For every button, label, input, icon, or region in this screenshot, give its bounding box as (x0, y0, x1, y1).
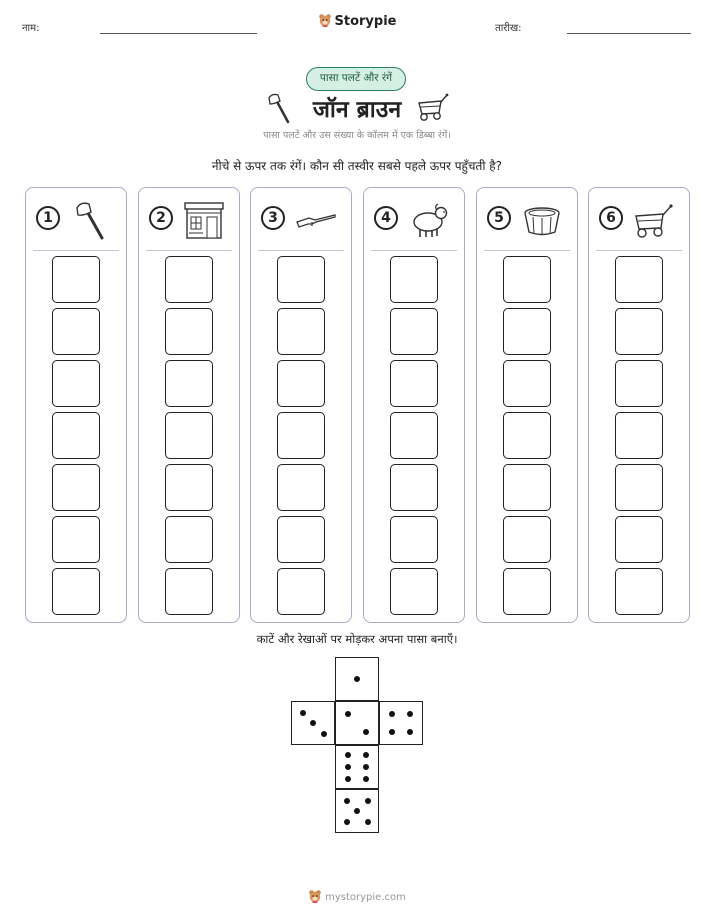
column-divider (146, 250, 232, 251)
column-number: 2 (149, 206, 173, 230)
color-box[interactable] (165, 412, 213, 459)
die-pip (363, 729, 369, 735)
die-pip (310, 720, 316, 726)
color-box[interactable] (165, 308, 213, 355)
color-box[interactable] (165, 360, 213, 407)
color-box[interactable] (52, 256, 100, 303)
die-pip (389, 711, 395, 717)
die-pip (407, 711, 413, 717)
die-pip (389, 729, 395, 735)
die-face-2 (335, 701, 379, 745)
color-box[interactable] (52, 516, 100, 563)
color-box[interactable] (390, 464, 438, 511)
color-box[interactable] (390, 308, 438, 355)
column-divider (484, 250, 570, 251)
axe-icon (70, 200, 112, 240)
bear-logo-icon (308, 889, 322, 903)
die-pip (300, 710, 306, 716)
color-box[interactable] (52, 568, 100, 615)
cut-instruction: काटें और रेखाओं पर मोड़कर अपना पासा बनाएँ। (256, 632, 458, 646)
column-header (589, 188, 689, 250)
name-label: नाम: (22, 23, 40, 34)
color-box[interactable] (390, 256, 438, 303)
color-box[interactable] (165, 464, 213, 511)
wagon-icon (633, 200, 675, 240)
color-box[interactable] (615, 308, 663, 355)
activity-tag: पासा पलटें और रंगें (306, 67, 406, 91)
die-pip (363, 752, 369, 758)
column-number: 6 (599, 206, 623, 230)
name-line (100, 33, 257, 34)
color-box[interactable] (615, 256, 663, 303)
color-box[interactable] (52, 308, 100, 355)
die-pip (363, 764, 369, 770)
color-box[interactable] (503, 360, 551, 407)
color-box[interactable] (615, 568, 663, 615)
color-box[interactable] (390, 568, 438, 615)
color-box[interactable] (503, 308, 551, 355)
date-line (567, 33, 691, 34)
die-pip (407, 729, 413, 735)
color-box[interactable] (52, 464, 100, 511)
die-face-3 (291, 701, 335, 745)
color-box[interactable] (390, 412, 438, 459)
column-divider (33, 250, 119, 251)
color-box[interactable] (503, 464, 551, 511)
die-face-6 (335, 745, 379, 789)
column-divider (258, 250, 344, 251)
column-number: 3 (261, 206, 285, 230)
dice-column-6 (588, 187, 690, 623)
brand-name: Storypie (334, 14, 397, 29)
die-pip (354, 676, 360, 682)
color-box[interactable] (503, 568, 551, 615)
die-pip (363, 776, 369, 782)
die-pip (365, 819, 371, 825)
color-box[interactable] (277, 516, 325, 563)
column-header (364, 188, 464, 250)
column-number: 4 (374, 206, 398, 230)
die-pip (345, 764, 351, 770)
die-face-1 (335, 657, 379, 701)
die-face-4 (379, 701, 423, 745)
date-label: तारीख: (495, 23, 522, 34)
sheep-icon (408, 200, 450, 240)
die-pip (354, 808, 360, 814)
color-box[interactable] (52, 412, 100, 459)
color-box[interactable] (390, 516, 438, 563)
color-box[interactable] (503, 256, 551, 303)
bear-logo-icon (318, 13, 332, 27)
die-face-5 (335, 789, 379, 833)
color-box[interactable] (503, 412, 551, 459)
column-header (26, 188, 126, 250)
die-pip (344, 798, 350, 804)
color-box[interactable] (615, 464, 663, 511)
color-box[interactable] (277, 412, 325, 459)
dice-column-1 (25, 187, 127, 623)
dice-column-2 (138, 187, 240, 623)
wooden-tub-icon (521, 200, 563, 240)
footer (0, 889, 714, 903)
color-box[interactable] (615, 360, 663, 407)
die-pip (321, 731, 327, 737)
page-title: जॉन ब्राउन (312, 97, 402, 123)
color-box[interactable] (165, 256, 213, 303)
die-pip (365, 798, 371, 804)
column-divider (596, 250, 682, 251)
instruction-text: नीचे से ऊपर तक रंगें। कौन सी तस्वीर सबसे पहले ऊपर पहुँचती है? (211, 159, 503, 173)
storefront-icon (183, 200, 225, 240)
die-pip (345, 752, 351, 758)
color-box[interactable] (277, 568, 325, 615)
column-number: 5 (487, 206, 511, 230)
color-box[interactable] (165, 568, 213, 615)
die-pip (345, 711, 351, 717)
color-box[interactable] (52, 360, 100, 407)
color-box[interactable] (277, 464, 325, 511)
color-box[interactable] (277, 360, 325, 407)
color-box[interactable] (165, 516, 213, 563)
dice-column-5 (476, 187, 578, 623)
dice-column-4 (363, 187, 465, 623)
wagon-icon (416, 93, 450, 123)
color-box[interactable] (277, 308, 325, 355)
footer-url: mystorypie.com (325, 892, 406, 903)
brand-logo (0, 13, 714, 29)
color-box[interactable] (615, 516, 663, 563)
column-header (251, 188, 351, 250)
color-box[interactable] (277, 256, 325, 303)
column-header (477, 188, 577, 250)
column-number: 1 (36, 206, 60, 230)
color-box[interactable] (390, 360, 438, 407)
color-box[interactable] (503, 516, 551, 563)
die-pip (344, 819, 350, 825)
dice-column-3 (250, 187, 352, 623)
rifle-icon (295, 200, 337, 240)
color-box[interactable] (615, 412, 663, 459)
die-pip (345, 776, 351, 782)
subtitle: पासा पलटें और उस संख्या के कॉलम में एक डिब्बा रंगें। (263, 130, 451, 141)
column-header (139, 188, 239, 250)
column-divider (371, 250, 457, 251)
